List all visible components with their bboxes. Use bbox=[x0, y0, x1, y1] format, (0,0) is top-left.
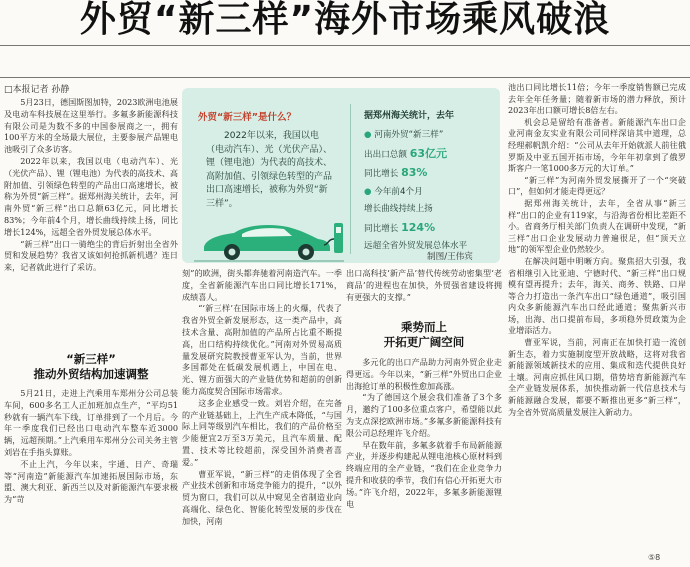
definition-text: 2022年以来，我国以电（电动汽车）、光（光伏产品）、锂（锂电池）为代表的高技术、高附加值、引领绿色转型的产品出口高速增长，被称为外贸“新三样”。 bbox=[206, 131, 333, 209]
stat-label: 出口总额 bbox=[372, 149, 407, 160]
column-1-body bbox=[4, 388, 178, 506]
column-2 bbox=[182, 268, 342, 528]
stat-row bbox=[364, 184, 498, 202]
section-rule bbox=[0, 77, 690, 78]
info-box-definition bbox=[206, 130, 332, 212]
info-box-title: 外贸“新三样”是什么？ bbox=[198, 112, 296, 123]
bullet-icon: ● bbox=[364, 186, 375, 197]
electric-car-icon bbox=[196, 213, 346, 263]
paragraph: 多元化的出口产品助力河南外贸企业走得更远。今年以来，“新三样”外贸出口企业出海抢订单的积极性愈加高涨。 bbox=[346, 357, 502, 391]
paragraph: 这多企业感受一致。刘岩介绍，在完备的产业链基础上，上汽生产成本降低，“与国际上同等级别汽车相比，我们的产品价格至少能便宜2万至3万美元，且汽车质量、配置、技术等比较超前，深受国外消费者喜爱。” bbox=[182, 397, 342, 467]
paragraph: 出口高科技‘新产品’替代传统劳动密集型‘老商品’的进程也在加快，外贸强省建设将拥有更强大的支撑。” bbox=[346, 268, 502, 302]
column-3-body bbox=[346, 357, 502, 510]
subhead-line: 乘势而上 bbox=[401, 320, 447, 334]
info-divider bbox=[350, 104, 351, 254]
article-end-mark: ⑤8 bbox=[648, 553, 661, 562]
stat-value: 83% bbox=[401, 166, 428, 179]
paragraph: “‘新三样’在国际市场上的火爆，代表了我省外贸全新发展形态，这一类产品中，高技术含量、高附加值的产品所占比重不断提高，出口结构持续优化。”河南对外贸易高质量发展研究院教授曹亚军认为，当前，世界多国都处在低碳发展机遇上，中国在电、光、锂方面强大的产业链优势和超前的创新能力高度契合国际市场需求。 bbox=[182, 303, 342, 396]
stat-row bbox=[364, 164, 498, 184]
column-3-intro bbox=[346, 268, 502, 303]
graphic-credit: 制图/王伟宾 bbox=[427, 252, 473, 262]
subhead-line: “新三样” bbox=[66, 352, 116, 366]
paragraph: 曹亚军说，“新三样”的走俏体现了全省产业技术创新和市场竞争能力的提升，“以外贸为窗口，我们可以从中窥见全省制造业向高端化、绿色化、智能化转型发展的步伐在加快，河南 bbox=[182, 468, 342, 526]
paragraph: 不止上汽，今年以来，宇通、日产、奇瑞等“河南造”新能源汽车加速拓展国际市场，东盟、澳大利亚、新西兰以及对新能源汽车要求极为“苛 bbox=[4, 458, 178, 505]
bullet-icon: ● bbox=[364, 130, 375, 140]
paragraph: 机会总是留给有准备者。新能源汽车出口企业河南金友实业有限公司同样深谙其中道理，总经理郝帆凯介绍：“公司从去年开始就派人前往俄罗斯及中亚五国开拓市场，今年年初拿到了俄罗斯客户一笔1000多万元的大订单。” bbox=[508, 116, 686, 174]
ground-line bbox=[194, 260, 344, 264]
subhead-line: 推动外贸结构加速调整 bbox=[33, 367, 149, 381]
stat-row bbox=[364, 219, 498, 239]
subhead-line: 开拓更广阔空间 bbox=[383, 335, 465, 349]
stat-label: 河南外贸“新三样” bbox=[374, 130, 444, 140]
column-1-intro bbox=[4, 97, 178, 274]
stat-label: 同比增长 bbox=[364, 223, 399, 234]
paragraph: 在解决问题中明晰方向。聚焦招大引强，我省相继引入比亚迪、宁德时代、“新三样”出口规模有望再提升；去年，海关、商务、铁路、口岸等合力打造出一条汽车出口“绿色通道”，吸引国内众多新能源汽车出口经此通道；聚焦新兴市场，出海、出口提前布局，多项稳外贸政策为企业增添活力。 bbox=[508, 255, 686, 336]
stat-row bbox=[364, 127, 498, 145]
paragraph: 据郑州海关统计，去年，全省从事“新三样”出口的企业有119家，与沿海省份相比差距不小。省商务厅相关部门负责人在调研中发现，“新三样”出口企业发展动力普遍很足，但“顶天立地”的领军型企业仍然较少。 bbox=[508, 197, 686, 255]
paragraph: 池出口同比增长11倍；今年一季度销售额已完成去年全年任务量；随着新市场的潜力释放，预计2023年出口额可增长8倍左右。 bbox=[508, 82, 686, 116]
paragraph: 刻”的欧洲，街头都奔驰着河南造汽车。一季度，全省新能源汽车出口同比增长171%，成绩喜人。 bbox=[182, 268, 342, 302]
headline-rule bbox=[0, 45, 690, 46]
stats-list bbox=[364, 127, 498, 256]
paragraph: “新三样”出口一骑绝尘的背后折射出全省外贸和发展趋势？我省又该如何抢抓新机遇？连日来，记者就此进行了采访。 bbox=[4, 238, 178, 273]
stats-title: 据郑州海关统计，去年 bbox=[364, 111, 455, 121]
stat-label: 同比增长 bbox=[364, 169, 399, 179]
stat-row: 出出口总额 63亿元 bbox=[364, 146, 448, 160]
stat-label: 今年前4个月 bbox=[374, 186, 423, 197]
stat-label: 增长曲线持续上扬 bbox=[364, 204, 433, 214]
stat-label: 远超全省外贸发展总体水平 bbox=[364, 241, 468, 251]
paragraph: 早在数年前，多氟多就着手布局新能源产业，并逐步构建起从锂电池核心原材料到终端应用的全产业链，“我们在企业竞争力提升和收获的季节，我们有信心开拓更大市场。”许飞介绍，2022年，多氟多新能源锂电 bbox=[346, 439, 502, 509]
stat-value: 63亿元 bbox=[409, 146, 448, 160]
paragraph: “新三样”为河南外贸发展撕开了一个“突破口”，但如何才能走得更远？ bbox=[508, 174, 686, 197]
headline: 外贸“新三样”海外市场乘风破浪 bbox=[79, 0, 611, 40]
paragraph: 2022年以来，我国以电（电动汽车）、光（光伏产品）、锂（锂电池）为代表的高技术、高附加值、引领绿色转型的产品出口高速增长，被称为外贸“新三样”。据郑州海关统计，去年，河南外贸“新三样”出口总额63亿元，同比增长83%；今年前4个月，增长曲线持续上扬，同比增长124%，远超全省外贸发展总体水平。 bbox=[4, 155, 179, 237]
column-4 bbox=[508, 82, 686, 418]
paragraph: 曹亚军说，当前，河南正在加快打造一流创新生态，着力实施制度型开放战略，这将对我省新能源领域新技术的应用、集成和迭代提供良好土壤。河南应抓住风口期，借势培育新能源汽车全产业链发展体系，加快推动新一代信息技术与新能源融合发展，都要不断推出更多“新三样”，为全省外贸高质量发展注入新动力。 bbox=[508, 337, 686, 417]
stat-row bbox=[364, 201, 498, 219]
paragraph: 5月23日，德国斯图加特，2023欧洲电池展及电动车科技展在这里举行。多氟多新能源科技有限公司是为数不多的中国参展商之一，拥有100平方米的全场最大展位，主要参展产品锂电池吸引了众多访客。 bbox=[4, 97, 178, 155]
subhead-1 bbox=[4, 352, 178, 382]
paragraph: “为了德国这个展会我们准备了3个多月，邀约了100多位重点客户，希望能以此为支点深挖欧洲市场。”多氟多新能源科技有限公司总经理许飞介绍。 bbox=[346, 392, 502, 438]
paragraph: 5月21日，走进上汽乘用车郑州分公司总装车间，600多名工人正加班加点生产，“平均51秒就有一辆汽车下线，订单排到了一个月后。今年一季度我们已经出口电动汽车整车近3000辆，远超预期。”上汽乘用车郑州分公司关务主管刘岩在手指头算账。 bbox=[4, 388, 178, 457]
subhead-2 bbox=[346, 320, 502, 350]
stat-value: 124% bbox=[401, 220, 436, 234]
byline: □本报记者 孙静 bbox=[4, 85, 70, 95]
